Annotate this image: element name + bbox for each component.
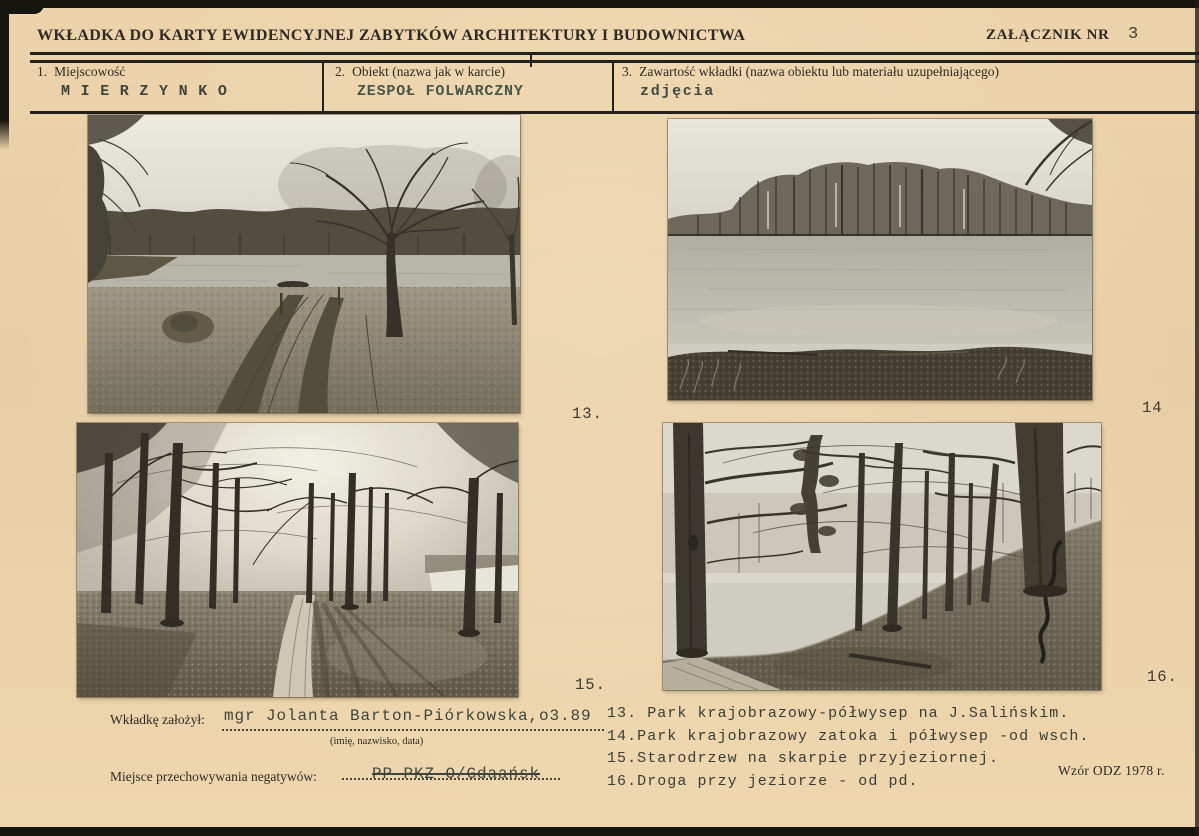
caption-14: 14.Park krajobrazowy zatoka i półwysep -od wsch. xyxy=(607,727,1090,745)
form-note: Wzór ODZ 1978 r. xyxy=(1058,763,1165,778)
registration-tick xyxy=(530,55,532,67)
caption-16: 16.Droga przy jeziorze - od pd. xyxy=(607,773,919,791)
photo-13 xyxy=(88,115,520,413)
scan-corner-artifact xyxy=(0,0,44,14)
scan-edge-top xyxy=(0,0,1199,8)
field-zawartosc-label: 3. Zawartość wkładki (nazwa obiektu lub materiału uzupełniającego) xyxy=(622,64,999,79)
photo-14-image xyxy=(668,119,1092,400)
field-divider-2 xyxy=(612,60,614,114)
caption-15: 15.Starodrzew na skarpie przyjeziornej. xyxy=(607,750,1000,768)
field-obiekt-value: ZESPOŁ FOLWARCZNY xyxy=(357,83,524,100)
photo-13-number: 13. xyxy=(572,405,603,423)
founder-label: Wkładkę założył: xyxy=(110,712,205,727)
photo-15-number: 15. xyxy=(575,676,606,694)
scan-edge-bottom xyxy=(0,827,1199,836)
caption-13: 13. Park krajobrazowy-półwysep na J.Salińskim. xyxy=(607,705,1070,722)
field-obiekt-number: 2. xyxy=(335,64,346,79)
photo-captions xyxy=(607,703,1127,794)
founder-dotted-line xyxy=(222,729,604,731)
field-zawartosc-number: 3. xyxy=(622,64,633,79)
photo-14 xyxy=(668,119,1092,400)
title-rule xyxy=(30,52,1199,55)
photo-16-image xyxy=(663,423,1101,690)
attachment-label: ZAŁĄCZNIK NR xyxy=(986,27,1110,43)
photo-16-number: 16. xyxy=(1147,668,1178,686)
field-obiekt-label: 2. Obiekt (nazwa jak w karcie) xyxy=(335,64,506,79)
field-miejscowosc-label: 1. Miejscowość xyxy=(37,64,126,79)
negatives-value-struck: PP PKZ O/Gdaańsk xyxy=(372,765,541,783)
scan-edge-left xyxy=(0,0,9,150)
photo-14-number: 14 xyxy=(1142,399,1163,417)
fields-bottom-rule xyxy=(30,111,1199,114)
photo-13-image xyxy=(88,115,520,413)
field-zawartosc-value: zdjęcia xyxy=(640,83,715,100)
founder-hint: (imię, nazwisko, data) xyxy=(330,736,424,747)
photo-16 xyxy=(663,423,1101,690)
fields-top-rule xyxy=(30,60,1199,63)
field-zawartosc xyxy=(622,64,999,100)
negatives-label: Miejsce przechowywania negatywów: xyxy=(110,769,317,784)
field-obiekt xyxy=(335,64,524,100)
page-title: WKŁADKA DO KARTY EWIDENCYJNEJ ZABYTKÓW ARCHITEKTURY I BUDOWNICTWA xyxy=(37,27,746,44)
field-divider-1 xyxy=(322,60,324,114)
field-miejscowosc xyxy=(37,64,228,100)
scan-edge-right xyxy=(1195,0,1199,836)
attachment-number: 3 xyxy=(1128,25,1139,44)
field-miejscowosc-number: 1. xyxy=(37,64,48,79)
field-miejscowosc-value: M I E R Z Y N K O xyxy=(61,83,228,100)
photo-15-image xyxy=(77,423,518,697)
founder-value: mgr Jolanta Barton-Piórkowska,o3.89 xyxy=(224,707,592,725)
photo-15 xyxy=(77,423,518,697)
